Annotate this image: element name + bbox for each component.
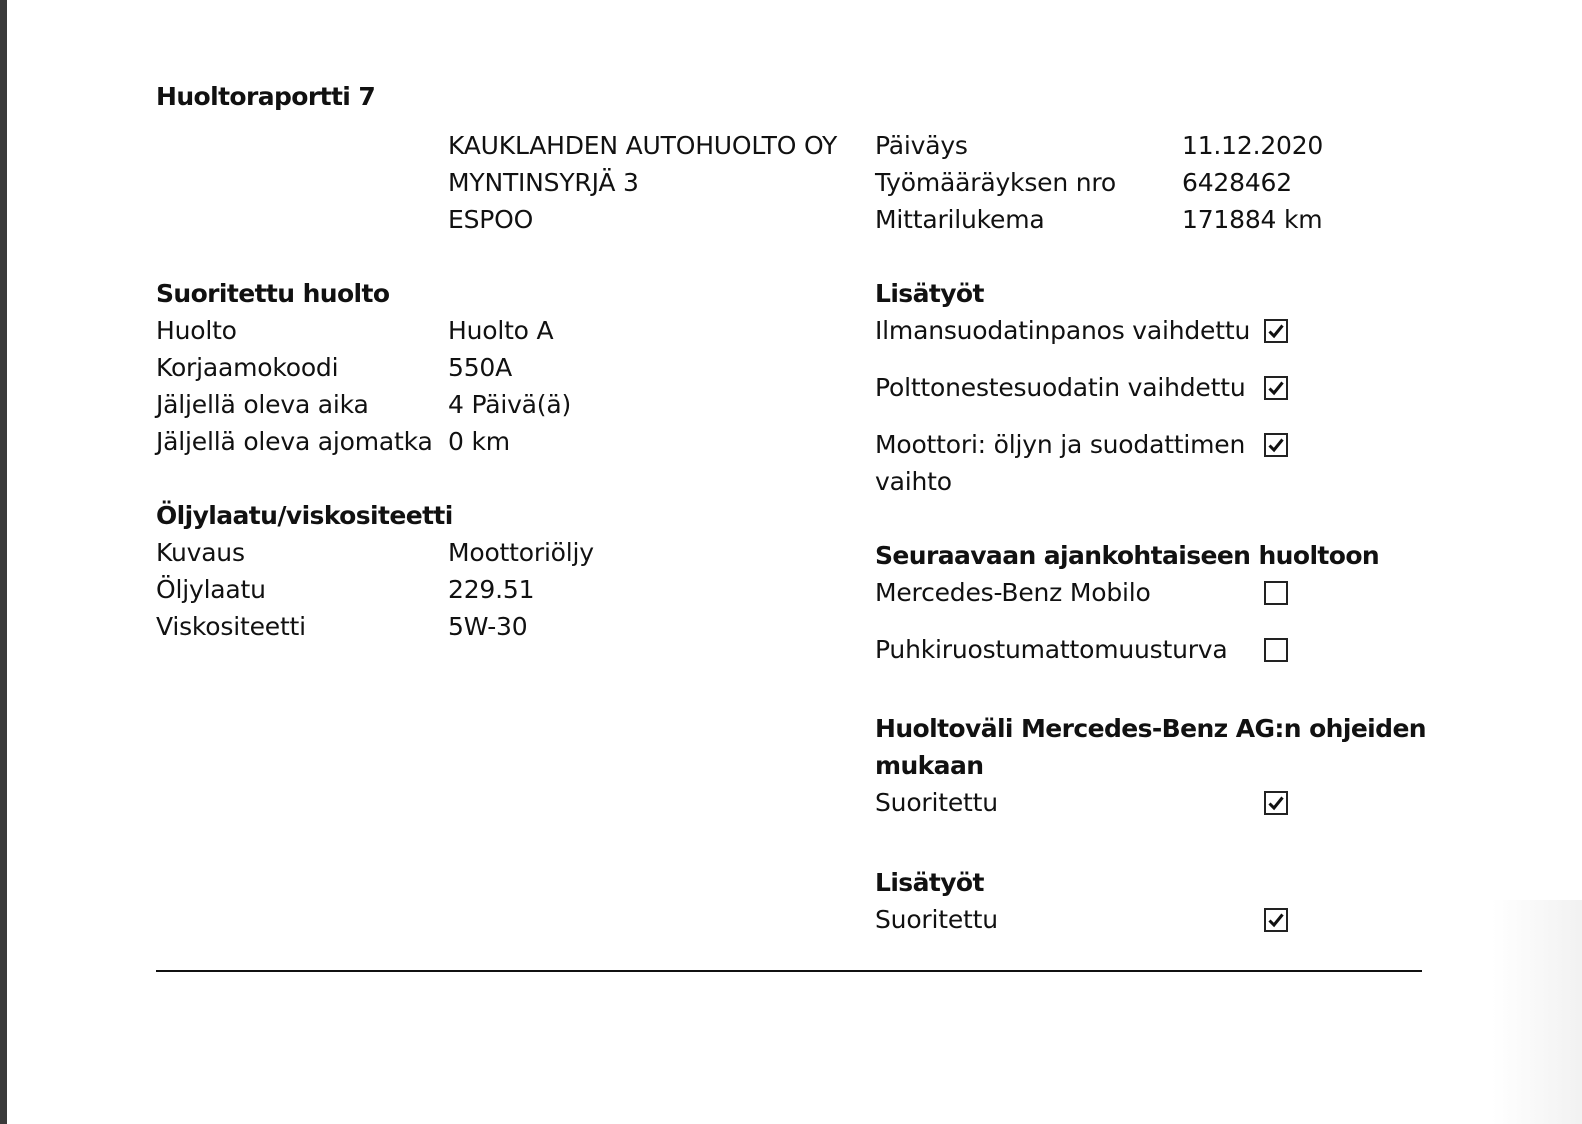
extra-work-item-label: Polttonestesuodatin vaihdettu <box>875 373 1246 402</box>
oil-heading: Öljylaatu/viskositeetti <box>156 501 453 530</box>
oil-row-value: Moottoriöljy <box>448 538 594 567</box>
checkmark-icon <box>1267 322 1285 340</box>
service-row-value: Huolto A <box>448 316 554 345</box>
extra-work-2-item-label: Suoritettu <box>875 905 998 934</box>
work-order-label: Työmääräyksen nro <box>875 168 1116 197</box>
page-shadow <box>1492 900 1582 1124</box>
date-value: 11.12.2020 <box>1182 131 1324 160</box>
extra-work-item-label-continued: vaihto <box>875 467 952 496</box>
oil-change-checkbox[interactable] <box>1264 433 1288 457</box>
odometer-label: Mittarilukema <box>875 205 1045 234</box>
mobilo-checkbox[interactable] <box>1264 581 1288 605</box>
interval-heading: Huoltoväli Mercedes-Benz AG:n ohjeiden <box>875 714 1426 743</box>
checkmark-icon <box>1267 436 1285 454</box>
service-row-value: 550A <box>448 353 513 382</box>
service-row-label: Jäljellä oleva ajomatka <box>156 427 433 456</box>
company-city: ESPOO <box>448 205 534 234</box>
bottom-divider <box>156 970 1422 972</box>
service-row-label: Jäljellä oleva aika <box>156 390 369 419</box>
rust-warranty-checkbox[interactable] <box>1264 638 1288 662</box>
extra-work-item-label: Moottori: öljyn ja suodattimen <box>875 430 1246 459</box>
oil-row-value: 229.51 <box>448 575 535 604</box>
interval-item-label: Suoritettu <box>875 788 998 817</box>
extra-work-2-heading: Lisätyöt <box>875 868 984 897</box>
company-street: MYNTINSYRJÄ 3 <box>448 168 639 197</box>
date-label: Päiväys <box>875 131 968 160</box>
next-service-item-label: Mercedes-Benz Mobilo <box>875 578 1151 607</box>
extra-work-item-label: Ilmansuodatinpanos vaihdettu <box>875 316 1251 345</box>
oil-row-label: Kuvaus <box>156 538 245 567</box>
service-row-label: Korjaamokoodi <box>156 353 339 382</box>
service-row-value: 4 Päivä(ä) <box>448 390 572 419</box>
report-title: Huoltoraportti 7 <box>156 82 376 111</box>
extra-work-done-checkbox[interactable] <box>1264 908 1288 932</box>
air-filter-checkbox[interactable] <box>1264 319 1288 343</box>
company-name: KAUKLAHDEN AUTOHUOLTO OY <box>448 131 838 160</box>
interval-heading-continued: mukaan <box>875 751 984 780</box>
window-left-edge <box>0 0 7 1124</box>
service-row-value: 0 km <box>448 427 510 456</box>
oil-row-label: Viskositeetti <box>156 612 306 641</box>
oil-row-value: 5W-30 <box>448 612 528 641</box>
next-service-item-label: Puhkiruostumattomuusturva <box>875 635 1228 664</box>
checkmark-icon <box>1267 911 1285 929</box>
oil-row-label: Öljylaatu <box>156 575 266 604</box>
checkmark-icon <box>1267 794 1285 812</box>
fuel-filter-checkbox[interactable] <box>1264 376 1288 400</box>
checkmark-icon <box>1267 379 1285 397</box>
work-order-value: 6428462 <box>1182 168 1292 197</box>
next-service-heading: Seuraavaan ajankohtaiseen huoltoon <box>875 541 1380 570</box>
service-row-label: Huolto <box>156 316 237 345</box>
extra-work-heading: Lisätyöt <box>875 279 984 308</box>
interval-done-checkbox[interactable] <box>1264 791 1288 815</box>
service-heading: Suoritettu huolto <box>156 279 390 308</box>
odometer-value: 171884 km <box>1182 205 1323 234</box>
